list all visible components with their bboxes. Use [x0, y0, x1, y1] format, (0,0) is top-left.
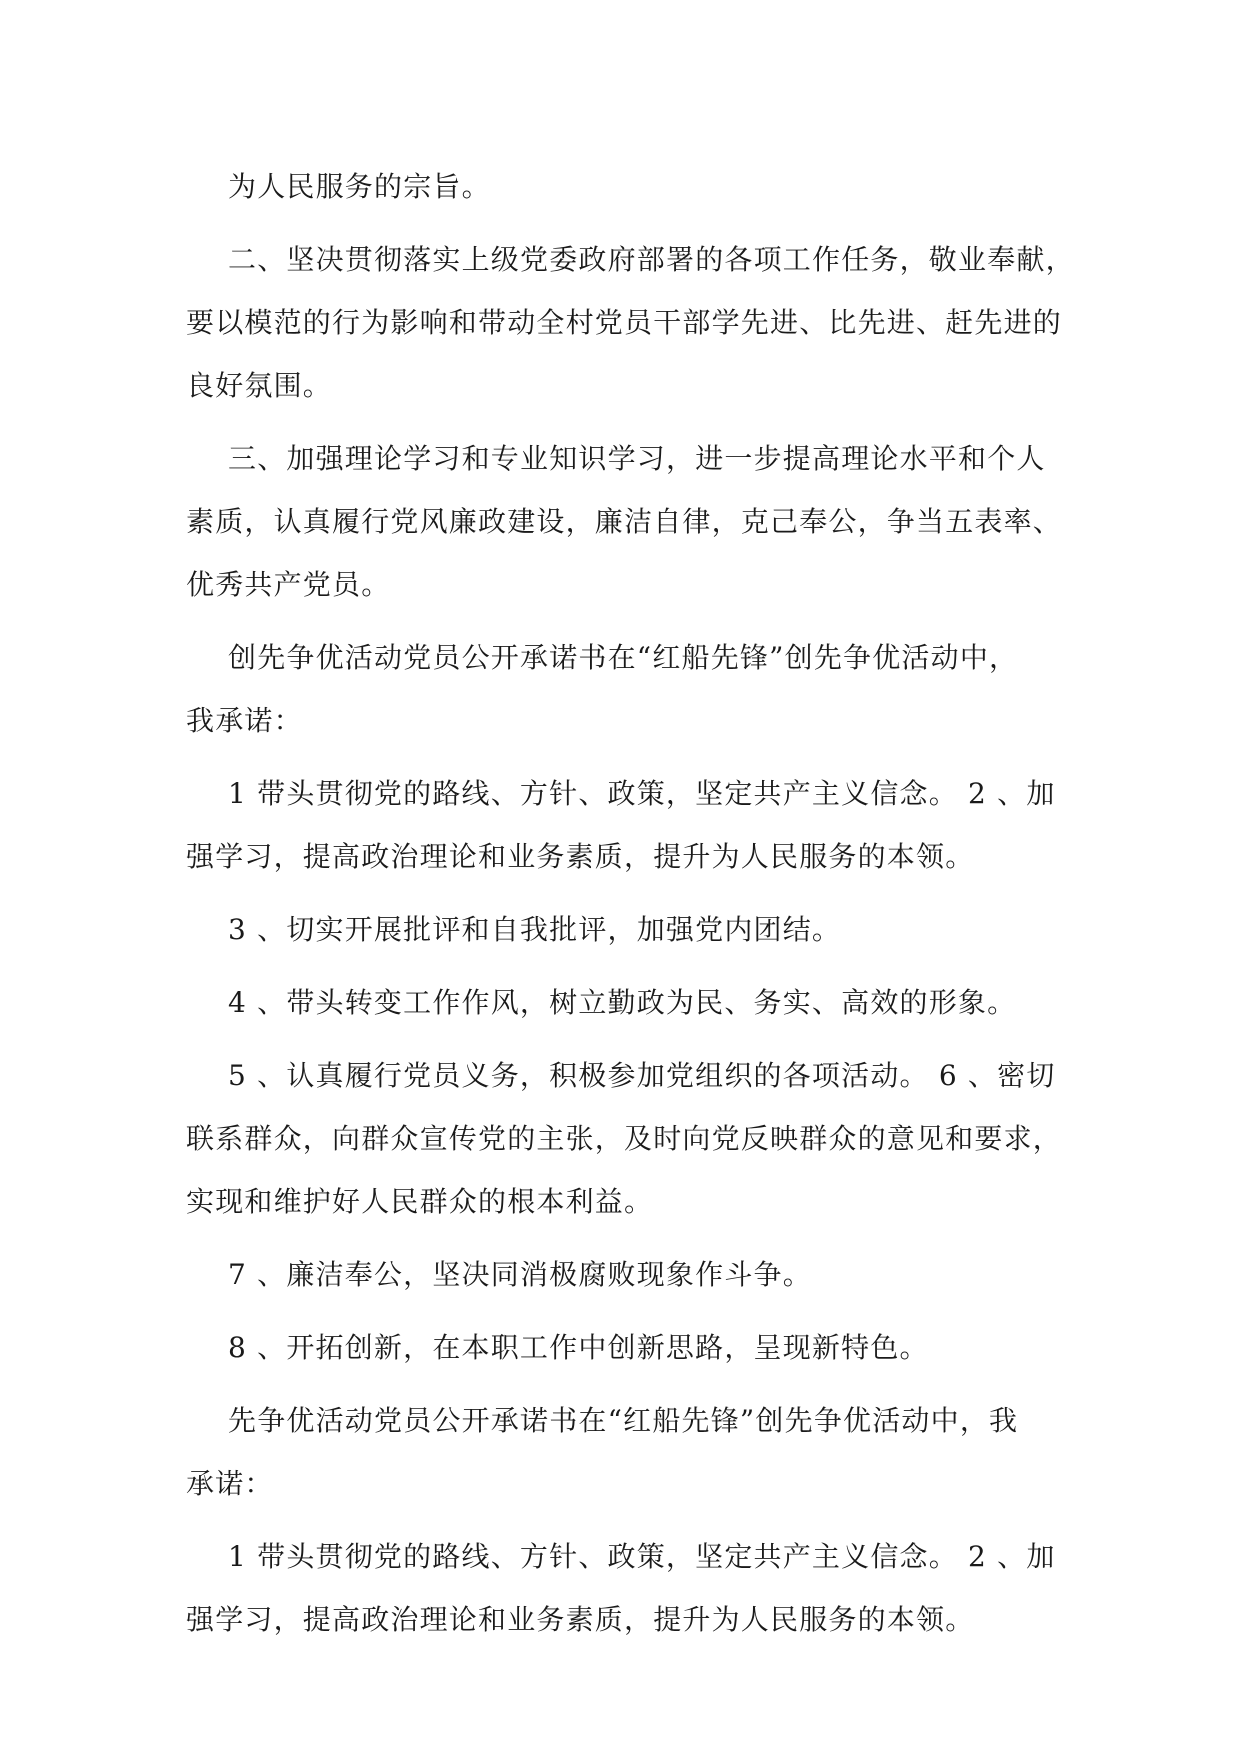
document-body — [186, 155, 1075, 1661]
paragraph-line: 承诺： — [186, 1467, 274, 1500]
paragraph-1 — [186, 155, 1066, 218]
paragraph-line: 7 、廉洁奉公，坚决同消极腐败现象作斗争。 — [228, 1258, 812, 1291]
paragraph-2 — [186, 228, 1075, 417]
paragraph-line: 4 、带头转变工作作风，树立勤政为民、务实、高效的形象。 — [228, 986, 1017, 1019]
paragraph-5 — [186, 762, 1066, 888]
paragraph-line: 良好氛围。 — [186, 369, 333, 402]
paragraph-line: 优秀共产党员。 — [186, 568, 391, 601]
paragraph-line: 8 、开拓创新，在本职工作中创新思路，呈现新特色。 — [228, 1331, 929, 1364]
paragraph-line: 为人民服务的宗旨。 — [228, 170, 491, 203]
paragraph-line: 联系群众，向群众宣传党的主张，及时向党反映群众的意见和要求， — [186, 1122, 1063, 1155]
paragraph-line: 先争优活动党员公开承诺书在“红船先锋”创先争优活动中，我 — [228, 1404, 1019, 1437]
paragraph-6 — [186, 898, 1066, 961]
paragraph-10 — [186, 1316, 1066, 1379]
paragraph-4 — [186, 626, 1066, 752]
paragraph-line: 二、坚决贯彻落实上级党委政府部署的各项工作任务，敬业奉献， — [228, 243, 1075, 276]
paragraph-line: 我承诺： — [186, 704, 303, 737]
paragraph-line: 3 、切实开展批评和自我批评，加强党内团结。 — [228, 913, 842, 946]
paragraph-3 — [186, 427, 1066, 616]
paragraph-9 — [186, 1243, 1066, 1306]
paragraph-7 — [186, 971, 1066, 1034]
paragraph-8 — [186, 1044, 1066, 1233]
paragraph-line: 1 带头贯彻党的路线、方针、政策，坚定共产主义信念。 2 、加 — [228, 1540, 1056, 1573]
paragraph-line: 三、加强理论学习和专业知识学习，进一步提高理论水平和个人 — [228, 442, 1046, 475]
paragraph-line: 5 、认真履行党员义务，积极参加党组织的各项活动。 6 、密切 — [228, 1059, 1056, 1092]
paragraph-line: 素质，认真履行党风廉政建设，廉洁自律，克己奉公，争当五表率、 — [186, 505, 1063, 538]
paragraph-line: 强学习，提高政治理论和业务素质，提升为人民服务的本领。 — [186, 840, 975, 873]
paragraph-line: 创先争优活动党员公开承诺书在“红船先锋”创先争优活动中， — [228, 641, 1019, 674]
paragraph-12 — [186, 1525, 1066, 1651]
paragraph-line: 实现和维护好人民群众的根本利益。 — [186, 1185, 654, 1218]
paragraph-line: 1 带头贯彻党的路线、方针、政策，坚定共产主义信念。 2 、加 — [228, 777, 1056, 810]
paragraph-line: 强学习，提高政治理论和业务素质，提升为人民服务的本领。 — [186, 1603, 975, 1636]
paragraph-line: 要以模范的行为影响和带动全村党员干部学先进、比先进、赶先进的 — [186, 306, 1063, 339]
paragraph-11 — [186, 1389, 1066, 1515]
